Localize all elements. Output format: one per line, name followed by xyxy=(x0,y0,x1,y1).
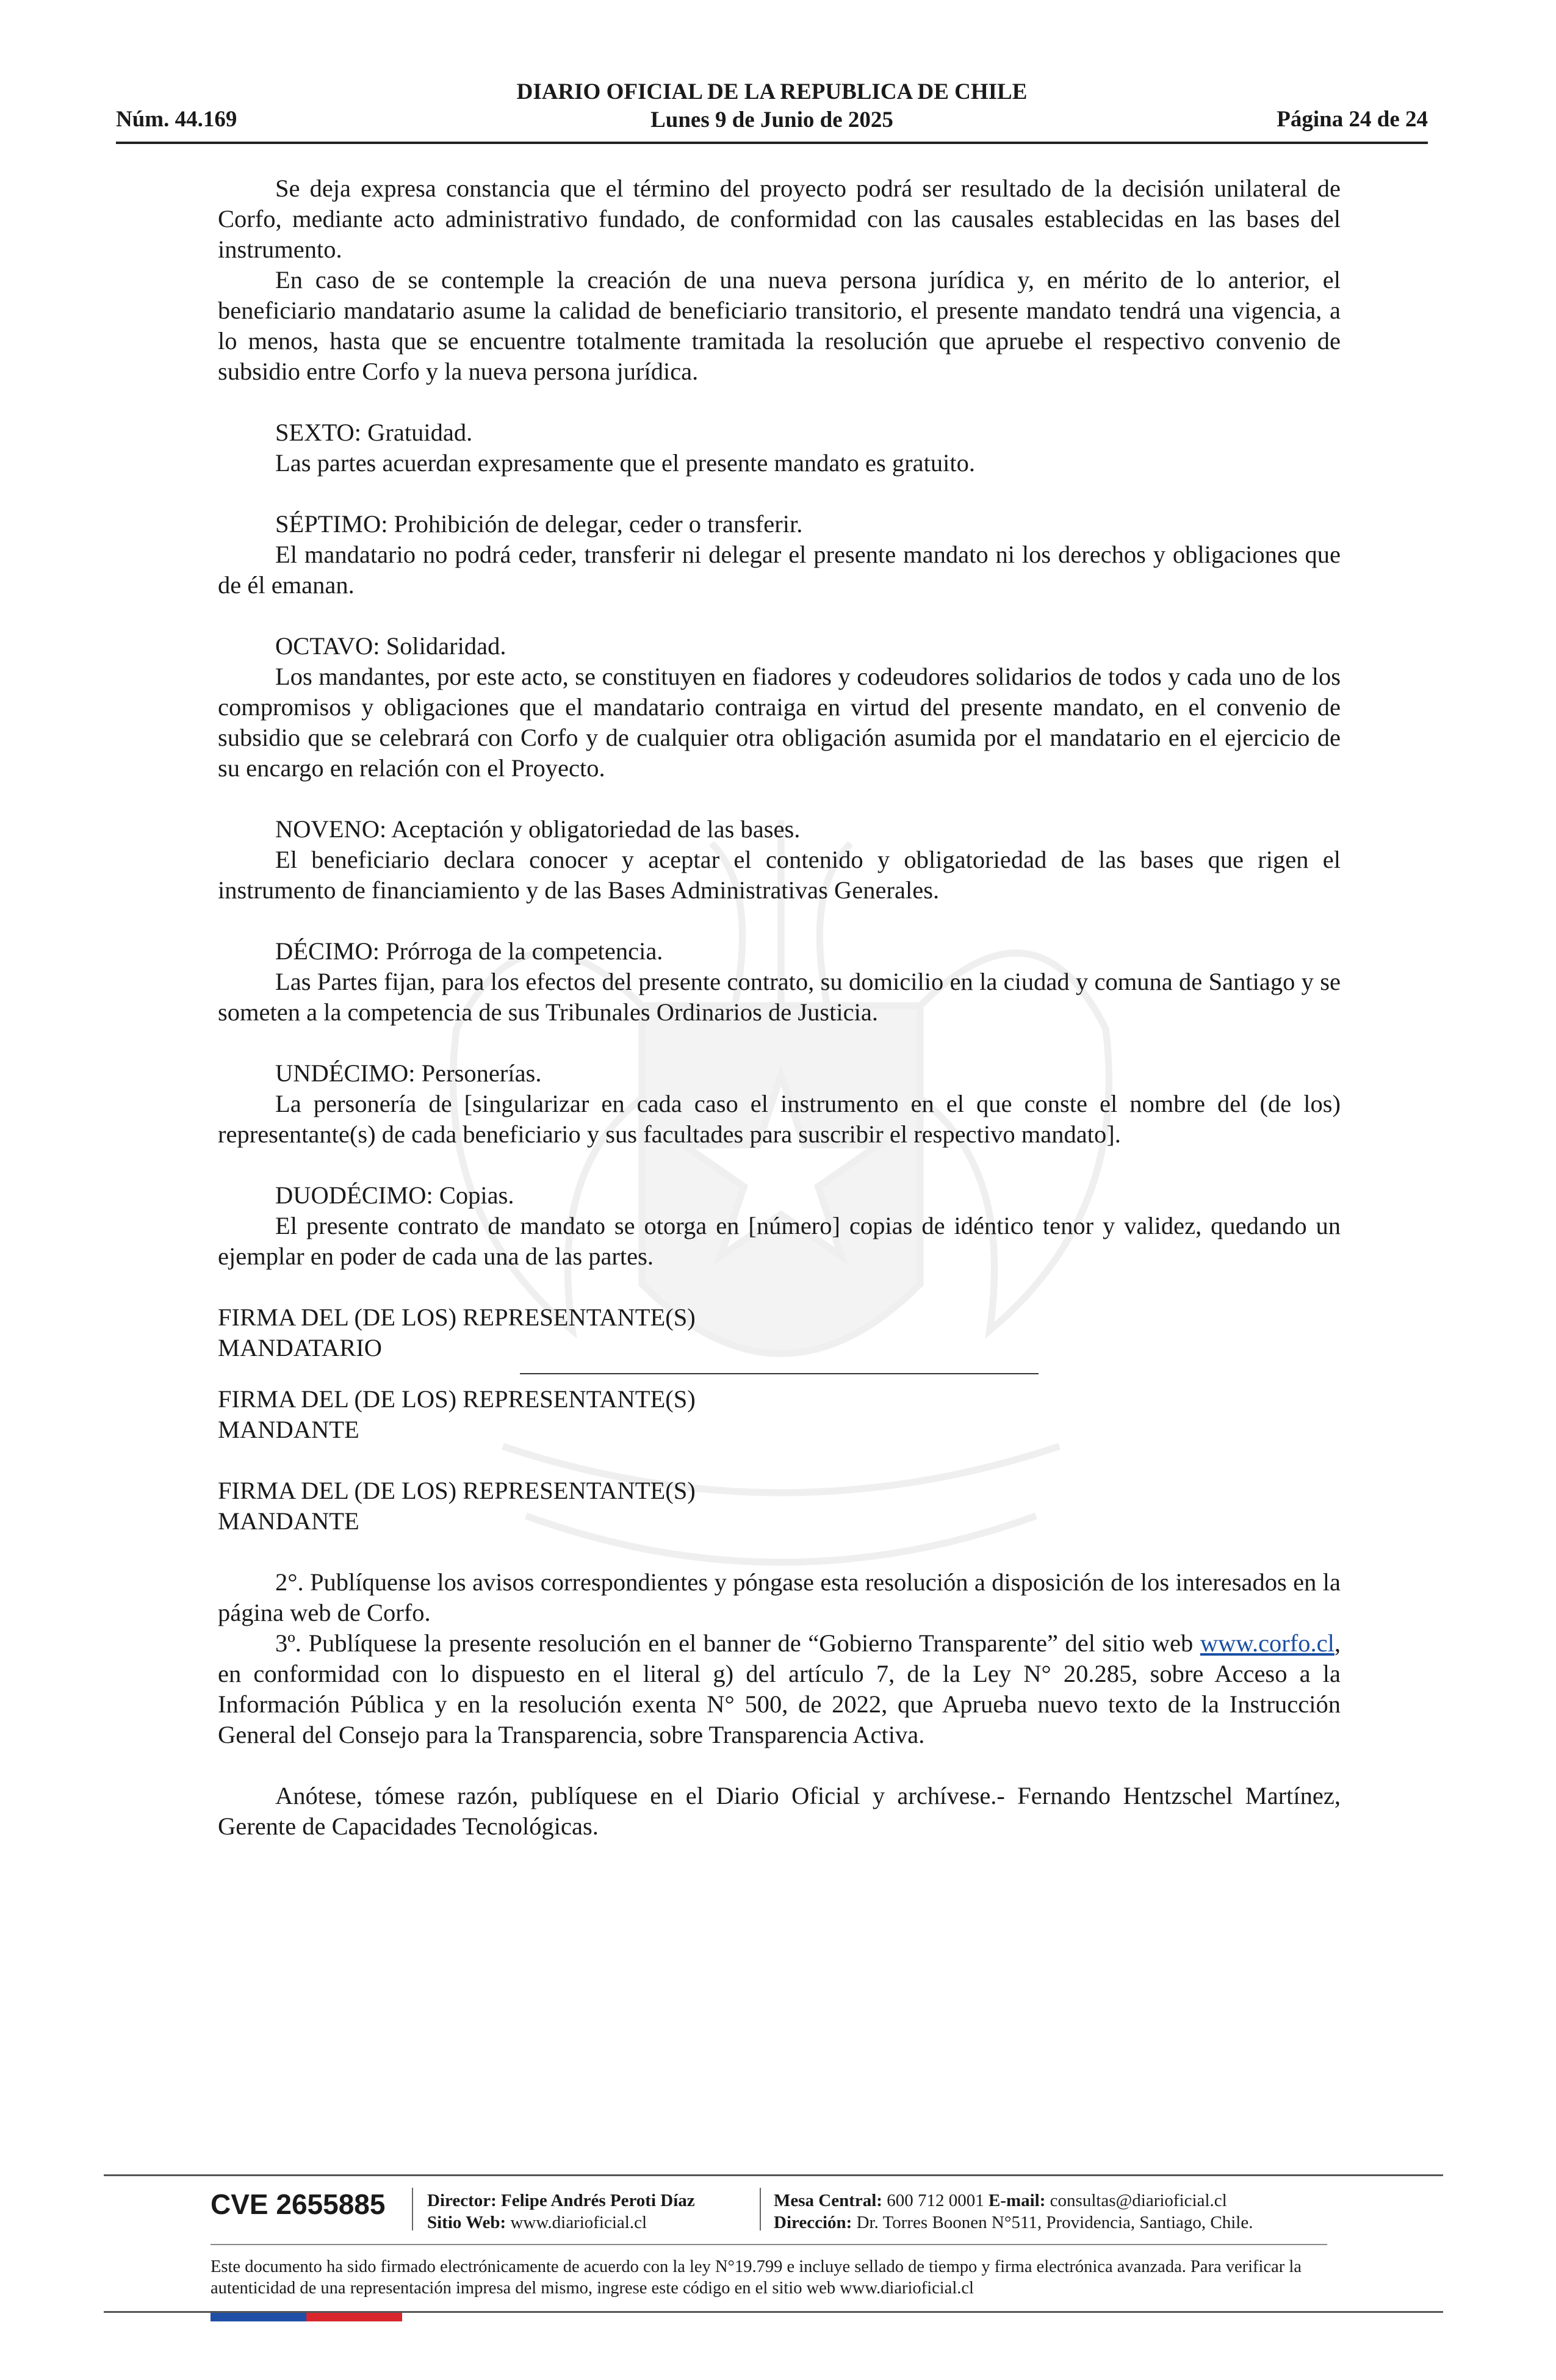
website-value: www.diarioficial.cl xyxy=(510,2213,647,2232)
director-name: Felipe Andrés Peroti Díaz xyxy=(501,2191,695,2210)
email-label: E-mail: xyxy=(988,2191,1046,2210)
clause-text-duodecimo: El presente contrato de mandato se otorga en [número] copias de idéntico tenor y validez, quedando un ejemplar en poder de cada una de las partes. xyxy=(218,1212,1341,1270)
signature-block-mandante-2 xyxy=(218,1476,1341,1537)
clause-text-noveno: El beneficiario declara conocer y aceptar el contenido y obligatoriedad de las bases que rigen el instrumento de financiamiento y de las Bases Administrativas Generales. xyxy=(218,846,1341,904)
header-rule xyxy=(116,142,1428,144)
issue-number: Núm. 44.169 xyxy=(116,107,237,132)
issue-date: Lunes 9 de Junio de 2025 xyxy=(650,107,893,132)
phone-label: Mesa Central: xyxy=(774,2191,882,2210)
cve-code: CVE 2655885 xyxy=(211,2188,386,2220)
paragraph: Se deja expresa constancia que el término del proyecto podrá ser resultado de la decisión unilateral de Corfo, mediante acto administrativo fundado, de conformidad con las causales establecidas en las bases del instrumento. xyxy=(218,175,1341,263)
resolution-point-3-start: 3º. Publíquese la presente resolución en el banner de “Gobierno Transparente” del sitio web xyxy=(275,1629,1200,1657)
masthead-title: DIARIO OFICIAL DE LA REPUBLICA DE CHILE xyxy=(516,79,1028,104)
flag-blue-segment xyxy=(211,2313,306,2321)
website-label: Sitio Web: xyxy=(427,2213,506,2232)
clause-text-undecimo: La personería de [singularizar en cada caso el instrumento en el que conste el nombre del (de los) representante(s) de cada beneficiario y sus facultades para suscribir el respectivo mandato]. xyxy=(218,1090,1341,1148)
signature-label: FIRMA DEL (DE LOS) REPRESENTANTE(S) xyxy=(218,1385,696,1413)
footer-divider xyxy=(412,2188,413,2230)
document-body xyxy=(218,173,1341,1842)
page-number: Página 24 de 24 xyxy=(1277,107,1428,132)
masthead xyxy=(116,78,1428,134)
phone-value: 600 712 0001 xyxy=(887,2191,984,2210)
clause-heading-sexto: SEXTO: Gratuidad. xyxy=(275,419,473,446)
address-label: Dirección: xyxy=(774,2213,852,2232)
clause-text-octavo: Los mandantes, por este acto, se constituyen en fiadores y codeudores solidarios de todos y cada uno de los compromisos y obligaciones que el mandatario contraiga en virtud del presente mandato, en el convenio de subsidio que se celebrará con Corfo y de cualquier otra obligación asumida por el mandatario en el ejercicio de su encargo en relación con el Proyecto. xyxy=(218,663,1341,782)
resolution-point-2: 2°. Publíquense los avisos correspondientes y póngase esta resolución a disposición de los interesados en la página web de Corfo. xyxy=(218,1568,1341,1626)
resolution-point-3-end: , en conformidad con lo dispuesto en el literal g) del artículo 7, de la Ley N° 20.285, sobre Acceso a la Información Pública y en la resolución exenta N° 500, de 2022, que Aprueba nuevo texto de la Instrucción General del Consejo para la Transparencia, sobre Transparencia Activa. xyxy=(218,1629,1341,1748)
page-header xyxy=(116,78,1428,145)
footer-rule-top xyxy=(104,2174,1443,2176)
clause-heading-septimo: SÉPTIMO: Prohibición de delegar, ceder o transferir. xyxy=(275,510,803,538)
footer-director-info xyxy=(427,2190,695,2234)
resolution-point-3 xyxy=(218,1628,1341,1750)
flag-stripe xyxy=(211,2313,402,2321)
clause-heading-octavo: OCTAVO: Solidaridad. xyxy=(275,632,506,660)
clause-text-sexto: Las partes acuerdan expresamente que el presente mandato es gratuito. xyxy=(275,449,975,477)
footer-divider xyxy=(760,2188,761,2230)
clause-heading-noveno: NOVENO: Aceptación y obligatoriedad de las bases. xyxy=(275,815,801,843)
signature-label: FIRMA DEL (DE LOS) REPRESENTANTE(S) xyxy=(218,1477,696,1504)
clause-heading-duodecimo: DUODÉCIMO: Copias. xyxy=(275,1181,514,1209)
director-label: Director: xyxy=(427,2191,497,2210)
flag-red-segment xyxy=(306,2313,402,2321)
signature-block-mandante-1 xyxy=(218,1384,1341,1445)
footer-rule-middle xyxy=(211,2244,1327,2245)
corfo-link[interactable]: www.corfo.cl xyxy=(1200,1629,1334,1657)
closing-statement: Anótese, tómese razón, publíquese en el Diario Oficial y archívese.- Fernando Hentzschel Martínez, Gerente de Capacidades Tecnológicas. xyxy=(218,1782,1341,1840)
clause-text-septimo: El mandatario no podrá ceder, transferir ni delegar el presente mandato ni los derechos y obligaciones que de él emanan. xyxy=(218,541,1341,599)
clause-heading-decimo: DÉCIMO: Prórroga de la competencia. xyxy=(275,937,663,965)
electronic-signature-disclaimer: Este documento ha sido firmado electrónicamente de acuerdo con la ley N°19.799 e incluye sellado de tiempo y firma electrónica avanzada. Para verificar la autenticidad de una representación impresa del mismo, ingrese este código en el sitio web www.diarioficial.cl xyxy=(211,2257,1302,2298)
signature-label: FIRMA DEL (DE LOS) REPRESENTANTE(S) xyxy=(218,1304,696,1331)
signature-role: MANDANTE xyxy=(218,1416,359,1443)
signature-role: MANDANTE xyxy=(218,1507,359,1535)
address-value: Dr. Torres Boonen N°511, Providencia, Santiago, Chile. xyxy=(856,2213,1253,2232)
email-value: consultas@diarioficial.cl xyxy=(1050,2191,1227,2210)
footer-contact-info xyxy=(774,2190,1253,2234)
signature-role: MANDATARIO xyxy=(218,1334,383,1361)
signature-block-mandatario xyxy=(218,1302,1341,1363)
paragraph: En caso de se contemple la creación de una nueva persona jurídica y, en mérito de lo anterior, el beneficiario mandatario asume la calidad de beneficiario transitorio, el presente mandato tendrá una vigencia, a lo menos, hasta que se encuentre totalmente tramitada la resolución que apruebe el respectivo convenio de subsidio entre Corfo y la nueva persona jurídica. xyxy=(218,266,1341,385)
clause-heading-undecimo: UNDÉCIMO: Personerías. xyxy=(275,1059,542,1087)
clause-text-decimo: Las Partes fijan, para los efectos del presente contrato, su domicilio en la ciudad y comuna de Santiago y se someten a la competencia de sus Tribunales Ordinarios de Justicia. xyxy=(218,968,1341,1026)
